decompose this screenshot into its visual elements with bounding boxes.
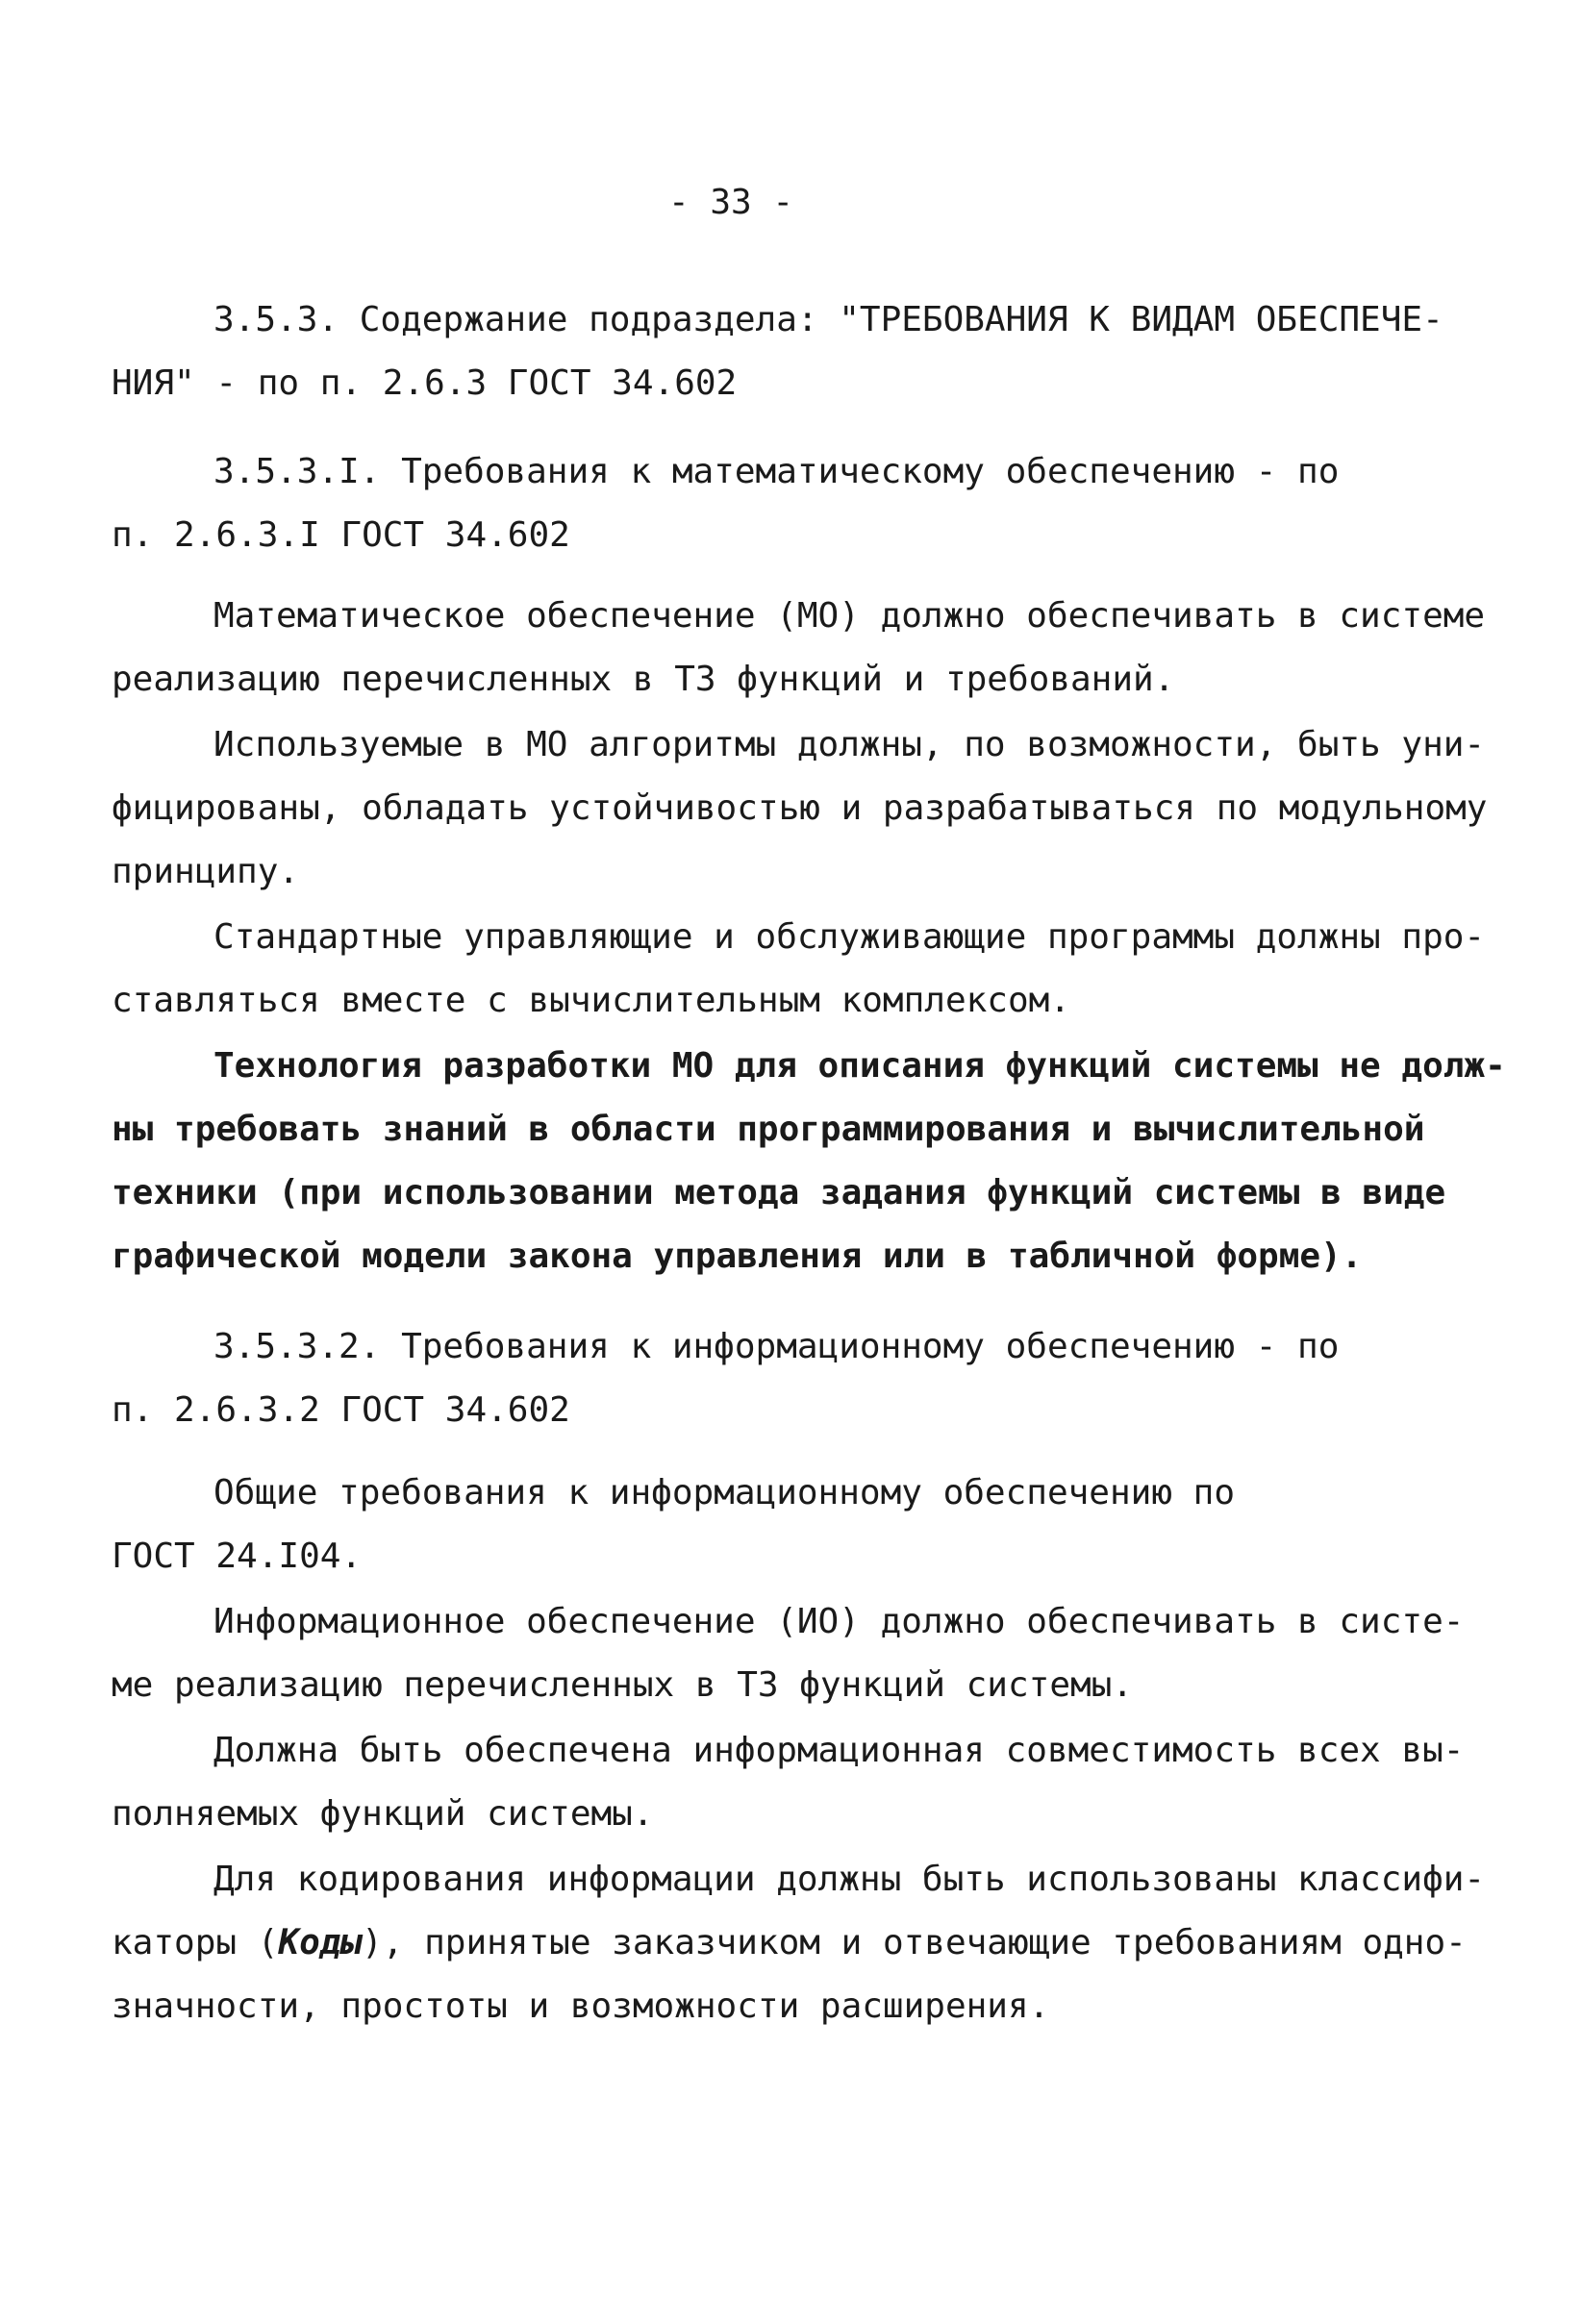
io-paragraph-2-line-1: Информационное обеспечение (ИО) должно обеспечивать в систе- xyxy=(213,1602,1465,1641)
mo-paragraph-4-line-1: Технология разработки МО для описания функций системы не долж- xyxy=(213,1046,1506,1086)
section-3-5-3-1-line-1: 3.5.3.I. Требования к математическому обеспечению - по xyxy=(213,452,1340,491)
mo-paragraph-3-line-1: Стандартные управляющие и обслуживающие программы должны про- xyxy=(213,917,1486,957)
mo-paragraph-1-line-1: Математическое обеспечение (МО) должно обеспечивать в системе xyxy=(213,596,1486,636)
section-3-5-3-line-2: НИЯ" - по п. 2.6.3 ГОСТ 34.602 xyxy=(112,363,738,403)
io-paragraph-1-line-2: ГОСТ 24.I04. xyxy=(112,1537,363,1576)
io-paragraph-1-line-1: Общие требования к информационному обеспечению по xyxy=(213,1473,1236,1512)
section-3-5-3-2-line-1: 3.5.3.2. Требования к информационному обеспечению - по xyxy=(213,1327,1340,1366)
mo-paragraph-2-line-2: фицированы, обладать устойчивостью и разрабатываться по модульному xyxy=(112,788,1488,828)
mo-paragraph-3-line-2: ставляться вместе с вычислительным комплексом. xyxy=(112,981,1070,1020)
io-paragraph-2-line-2: ме реализацию перечисленных в ТЗ функций системы. xyxy=(112,1665,1134,1705)
section-3-5-3-line-1: 3.5.3. Содержание подраздела: "ТРЕБОВАНИЯ К ВИДАМ ОБЕСПЕЧЕ- xyxy=(213,300,1443,339)
page-number: - 33 - xyxy=(668,183,794,222)
io-paragraph-4-line-3: значности, простоты и возможности расширения. xyxy=(112,1987,1050,2026)
handwritten-insert-kody: Коды xyxy=(278,1923,363,1962)
mo-paragraph-4-line-4: графической модели закона управления или в табличной форме). xyxy=(112,1237,1363,1276)
io-paragraph-4-line-2-end: ), принятые заказчиком и отвечающие требованиям одно- xyxy=(362,1923,1467,1962)
io-paragraph-4-line-2-start: каторы ( xyxy=(112,1923,279,1962)
mo-paragraph-1-line-2: реализацию перечисленных в ТЗ функций и требований. xyxy=(112,660,1175,699)
io-paragraph-4-line-2 xyxy=(112,1912,1467,1975)
mo-paragraph-4-line-3: техники (при использовании метода задания функций системы в виде xyxy=(112,1173,1446,1212)
section-3-5-3-1-line-2: п. 2.6.3.I ГОСТ 34.602 xyxy=(112,515,570,555)
io-paragraph-4-line-1: Для кодирования информации должны быть использованы классифи- xyxy=(213,1860,1486,1899)
mo-paragraph-2-line-1: Используемые в МО алгоритмы должны, по возможности, быть уни- xyxy=(213,725,1486,764)
section-3-5-3-2-line-2: п. 2.6.3.2 ГОСТ 34.602 xyxy=(112,1390,570,1430)
io-paragraph-3-line-2: полняемых функций системы. xyxy=(112,1794,654,1834)
mo-paragraph-2-line-3: принципу. xyxy=(112,852,300,891)
mo-paragraph-4-line-2: ны требовать знаний в области программирования и вычислительной xyxy=(112,1110,1425,1149)
io-paragraph-3-line-1: Должна быть обеспечена информационная совместимость всех вы- xyxy=(213,1731,1465,1770)
